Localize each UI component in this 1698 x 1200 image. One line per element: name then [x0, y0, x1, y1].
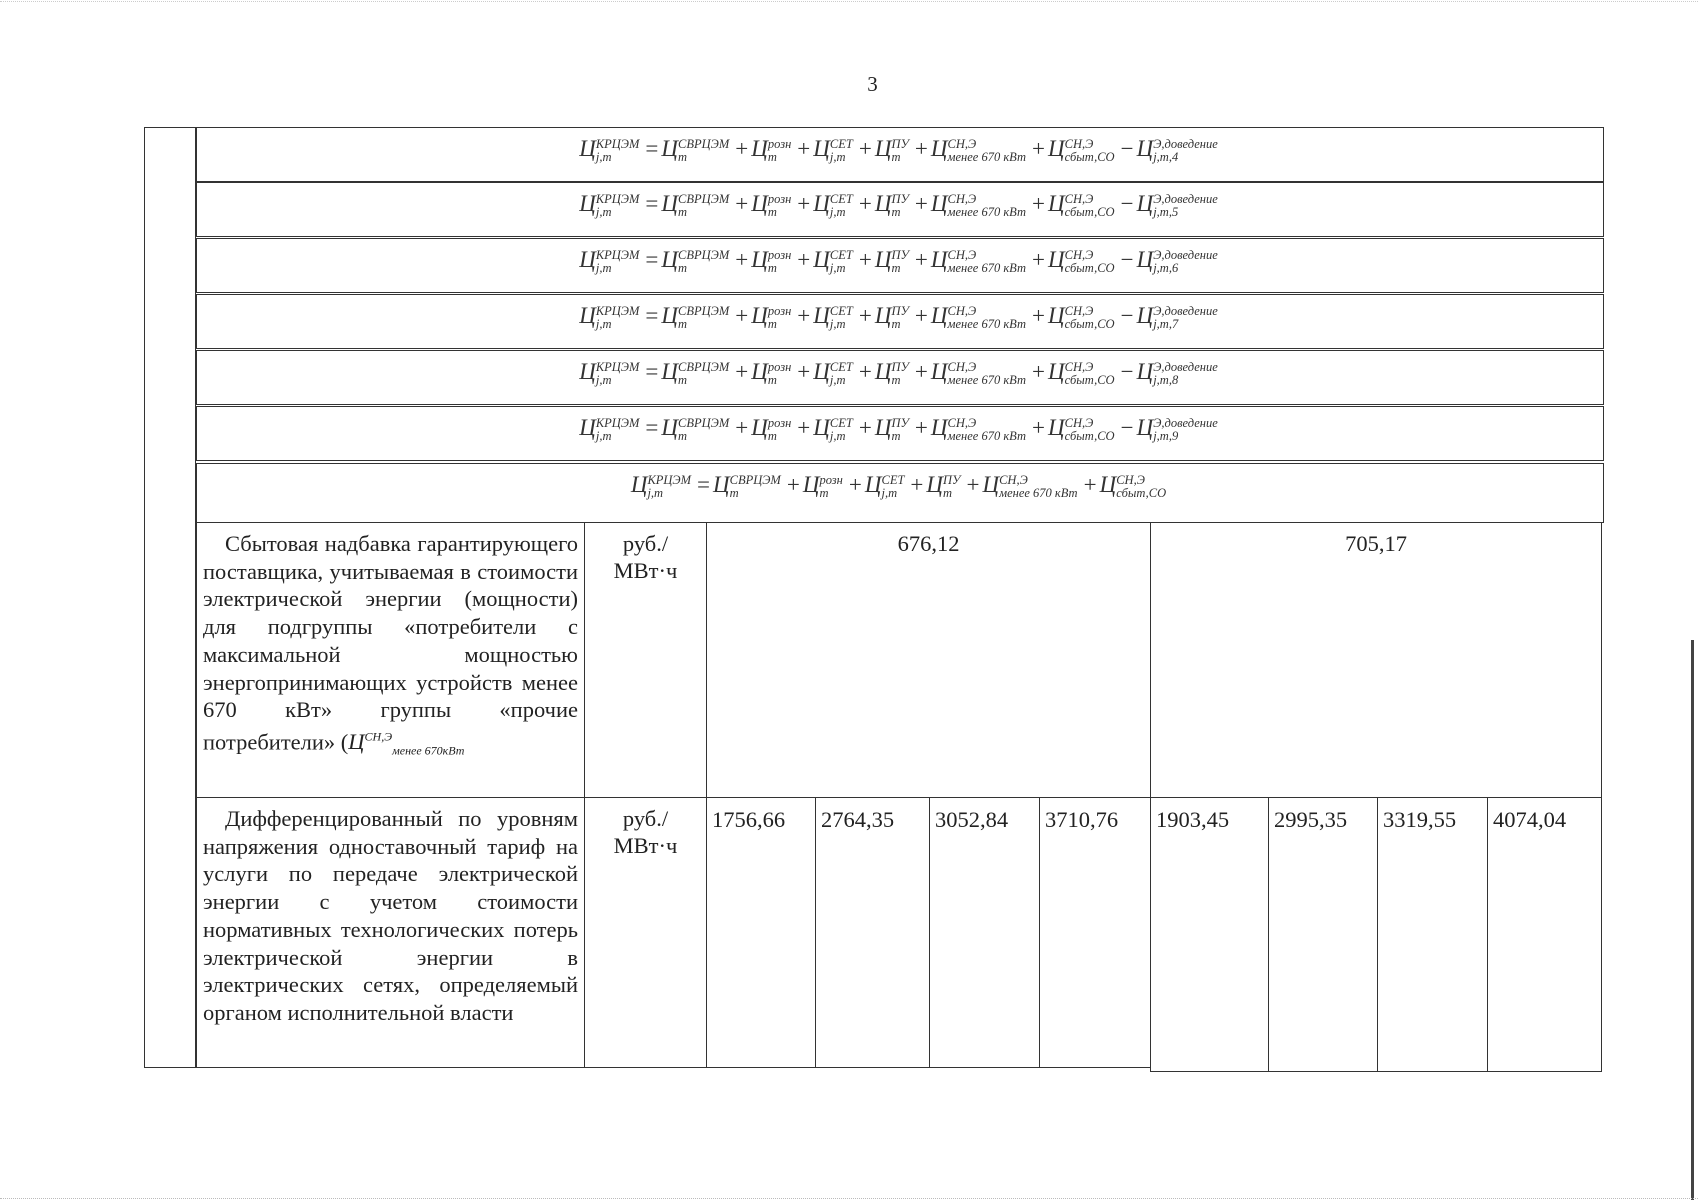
formula-row	[196, 127, 1604, 182]
page-number: 3	[867, 72, 878, 96]
tariff-value-cell: 1756,66	[706, 797, 816, 1068]
formula-row	[196, 182, 1604, 237]
tariff-text: Дифференцированный по уровням напряжения одноставочный тариф на услуги по передаче электрической энергии с учетом стоимости нормативных технологических потерь электрической энергии в электрических сетях, определяемый органом исполнительной власти	[203, 806, 578, 1025]
tariff-value-cell: 1903,45	[1150, 797, 1269, 1072]
formula: Ц КРЦЭМ j,m = Ц СВРЦЭМ m + Ц розн m + Ц СЕТ j,m + Ц ПУ m + Ц СН,Э менее 670 кВт + Ц СН,Э сбыт,СО − Ц Э,доведение j,m,4	[579, 136, 1218, 164]
tariff-value-cell: 2995,35	[1268, 797, 1378, 1072]
formula: Ц КРЦЭМ j,m = Ц СВРЦЭМ m + Ц розн m + Ц СЕТ j,m + Ц ПУ m + Ц СН,Э менее 670 кВт + Ц СН,Э сбыт,СО − Ц Э,доведение j,m,8	[579, 359, 1218, 387]
sales-markup-text: Сбытовая надбавка гарантирующего поставщика, учитываемая в стоимости электрической энергии (мощности) для подгруппы «потребители с максимальной мощностью энергопринимающих устройств менее 670 кВт» группы «прочие потребители» (	[203, 531, 578, 755]
formula: Ц КРЦЭМ j,m = Ц СВРЦЭМ m + Ц розн m + Ц СЕТ j,m + Ц ПУ m + Ц СН,Э менее 670 кВт + Ц СН,Э сбыт,СО − Ц Э,доведение j,m,6	[579, 247, 1218, 275]
sales-markup-unit: руб./ МВт·ч	[584, 522, 707, 798]
sales-markup-description	[196, 522, 585, 798]
tariff-value-cell: 3319,55	[1377, 797, 1488, 1072]
scan-artifact-top	[0, 1, 1698, 2]
tariff-value-cell: 4074,04	[1487, 797, 1602, 1072]
scan-artifact-bottom	[0, 1198, 1698, 1199]
tariff-value-cell: 2764,35	[815, 797, 930, 1068]
sales-markup-symbol: $Ц^{СН,Э}_{менее 670кВт}$	[348, 729, 465, 758]
tariff-value-cell: 3710,76	[1039, 797, 1151, 1068]
formula: Ц КРЦЭМ j,m = Ц СВРЦЭМ m + Ц розн m + Ц СЕТ j,m + Ц ПУ m + Ц СН,Э менее 670 кВт + Ц СН,Э сбыт,СО − Ц Э,доведение j,m,5	[579, 191, 1218, 219]
formula-row	[196, 294, 1604, 349]
formula: Ц КРЦЭМ j,m = Ц СВРЦЭМ m + Ц розн m + Ц СЕТ j,m + Ц ПУ m + Ц СН,Э менее 670 кВт + Ц СН,Э сбыт,СО − Ц Э,доведение j,m,7	[579, 303, 1218, 331]
tariff-unit: руб./ МВт·ч	[584, 797, 707, 1068]
formula-row	[196, 463, 1604, 523]
formula: Ц КРЦЭМ j,m = Ц СВРЦЭМ m + Ц розн m + Ц СЕТ j,m + Ц ПУ m + Ц СН,Э менее 670 кВт + Ц СН,Э сбыт,СО	[630, 472, 1167, 500]
formula-row	[196, 406, 1604, 461]
scan-edge-artifact	[1691, 640, 1694, 1200]
formula: Ц КРЦЭМ j,m = Ц СВРЦЭМ m + Ц розн m + Ц СЕТ j,m + Ц ПУ m + Ц СН,Э менее 670 кВт + Ц СН,Э сбыт,СО − Ц Э,доведение j,m,9	[579, 415, 1218, 443]
tariff-value-cell: 3052,84	[929, 797, 1040, 1068]
formula-row	[196, 238, 1604, 293]
sales-markup-value-second: 705,17	[1150, 522, 1602, 798]
formula-row	[196, 350, 1604, 405]
sales-markup-value-first: 676,12	[706, 522, 1151, 798]
tariff-description	[196, 797, 585, 1068]
